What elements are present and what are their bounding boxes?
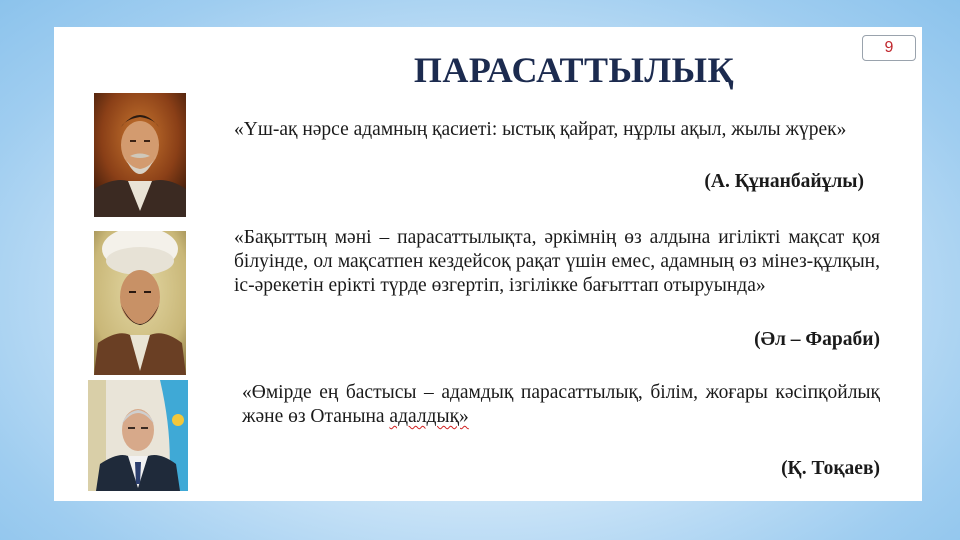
slide-title: ПАРАСАТТЫЛЫҚ <box>413 50 735 90</box>
quote-tokayev <box>242 381 880 429</box>
quote-al-farabi-author: (Әл – Фараби) <box>754 329 880 350</box>
page-number-badge: 9 <box>862 35 916 61</box>
quote-tokayev-flagged-word[interactable]: адалдық» <box>389 406 469 427</box>
quote-tokayev-author: (Қ. Тоқаев) <box>781 458 880 479</box>
quote-abai: «Үш-ақ нәрсе адамның қасиеті: ыстық қайрат, нұрлы ақыл, жылы жүрек» <box>234 119 847 140</box>
portrait-abai <box>94 93 186 217</box>
quote-al-farabi: «Бақыттың мәні – парасаттылықта, әркімнің өз алдына игілікті мақсат қоя білуінде, ол мақсатпен кездейсоқ рақат үшін емес, адамның өз мінез-құлқын, іс-әрекетін ерікті түрде өзгертіп, ізгілікке бағыттап отыруында» <box>234 227 880 296</box>
quote-abai-author: (А. Құнанбайұлы) <box>704 171 864 192</box>
portrait-al-farabi <box>94 231 186 375</box>
slide <box>54 27 922 501</box>
portrait-tokayev <box>88 380 188 491</box>
quote-tokayev-text: «Өмірде ең бастысы – адамдық парасаттылық, білім, жоғары кәсіпқойлық және өз Отанына <box>242 382 880 427</box>
